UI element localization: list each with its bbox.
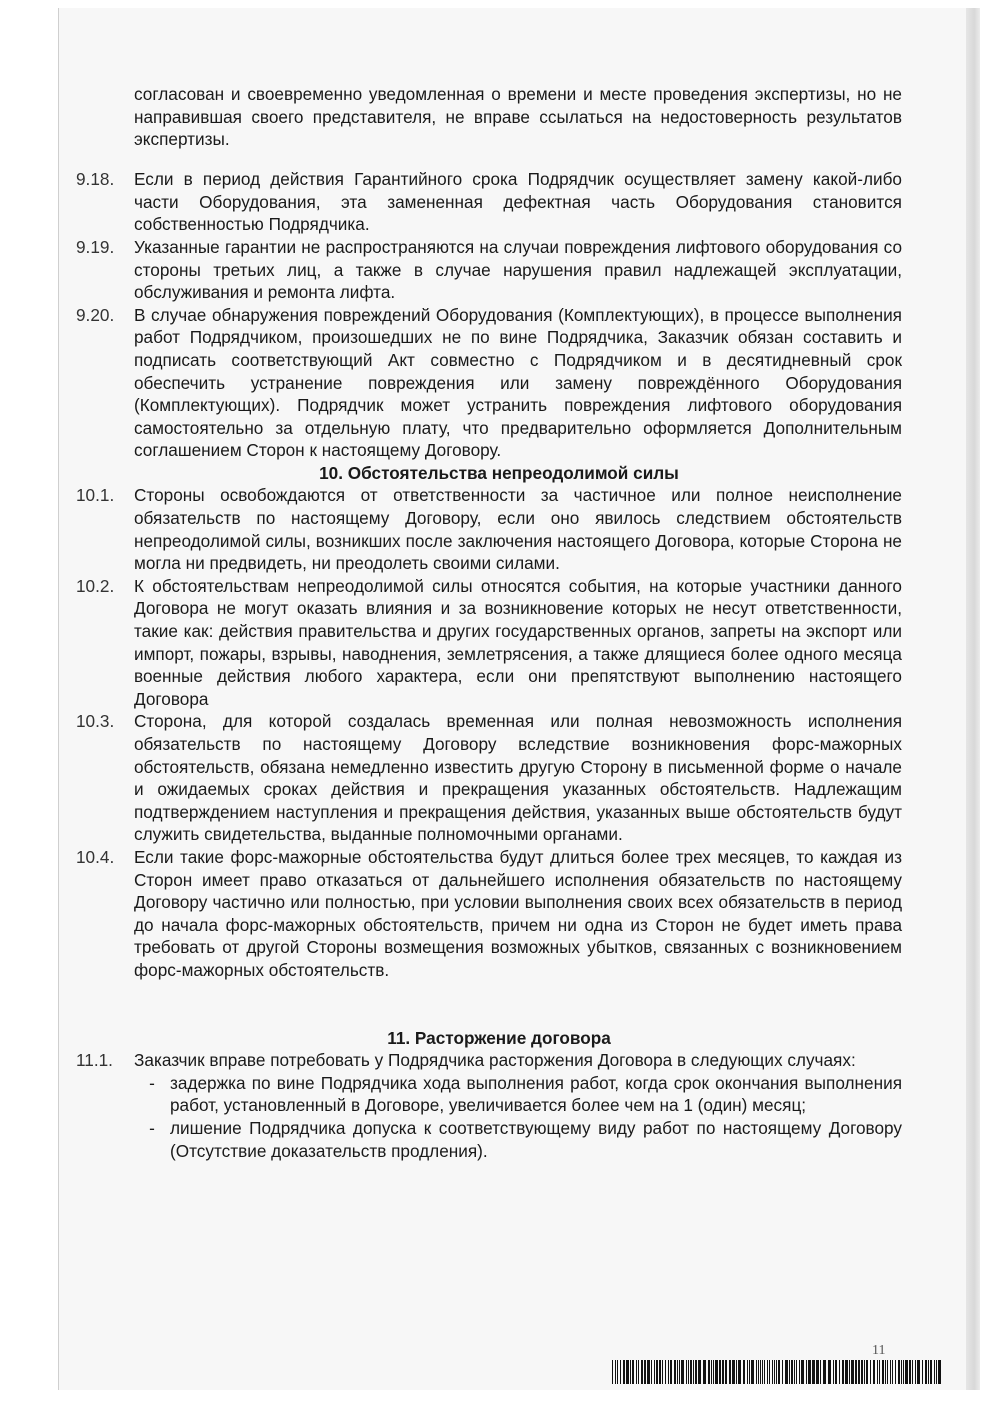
bullet-text: задержка по вине Подрядчика хода выполнения работ, когда срок окончания выполнения работ, установленный в Договоре, увеличивается более чем на 1 (один) месяц; — [170, 1072, 902, 1116]
clause-10-2 — [76, 575, 902, 711]
continuation-paragraph: согласован и своевременно уведомленная о времени и месте проведения экспертизы, но не направившая своего представителя, не вправе ссылаться на недостоверность результатов экспертизы. — [134, 84, 902, 150]
clause-number: 10.3. — [76, 711, 115, 732]
barcode-icon — [612, 1360, 942, 1384]
clause-10-1 — [76, 484, 902, 574]
clause-number: 9.18. — [76, 169, 115, 190]
bullet-item — [76, 1117, 902, 1162]
bullet-item — [76, 1072, 902, 1117]
clause-text: К обстоятельствам непреодолимой силы относятся события, на которые участники данного Договора не могут оказать влияния и за возникновение которых не несут ответственности, такие как: действия правительства и других государственных органов, запреты на экспорт или импорт, пожары, взрывы, наводнения, землетрясения, а также длящиеся более одного месяца военные действия любого характера, если они препятствуют выполнению настоящего Договора — [134, 575, 902, 709]
clause-11-1 — [76, 1049, 902, 1072]
section-10-heading: 10. Обстоятельства непреодолимой силы — [319, 462, 679, 483]
clause-number: 10.2. — [76, 575, 115, 596]
clause-text: Указанные гарантии не распространяются на случаи повреждения лифтового оборудования со стороны третьих лиц, а также в случае нарушения правил надлежащей эксплуатации, обслуживания и ремонта лифта. — [134, 236, 902, 303]
clause-number: 10.1. — [76, 485, 115, 506]
section-11-heading: 11. Расторжение договора — [387, 1027, 611, 1048]
clause-number: 9.20. — [76, 304, 115, 325]
document-body — [76, 66, 902, 1162]
bullet-dash: - — [149, 1117, 155, 1138]
clause-text: Сторона, для которой создалась временная или полная невозможность исполнения обязательств по настоящему Договору вследствие возникновения форс-мажорных обстоятельств, обязана немедленно известить другую Сторону в письменной форме о начале и ожидаемых сроках действия и прекращения указанных обстоятельств. Надлежащим подтверждением наступления и прекращения действия, указанных выше обстоятельств будут служить свидетельства, выданные полномочными органами. — [134, 711, 902, 845]
clause-text: Заказчик вправе потребовать у Подрядчика расторжения Договора в следующих случаях: — [134, 1050, 856, 1071]
clause-text: Если в период действия Гарантийного срока Подрядчик осуществляет замену какой-либо части Оборудования, эта замененная дефектная часть Оборудования становится собственностью Подрядчика. — [134, 169, 902, 235]
bullet-text: лишение Подрядчика допуска к соответствующему виду работ по настоящему Договору (Отсутствие доказательств продления). — [170, 1117, 902, 1161]
clause-text: Стороны освобождаются от ответственности за частичное или полное неисполнение обязательств по настоящему Договору, если оно явилось следствием обстоятельств непреодолимой силы, возникших после заключения настоящего Договора, которые Сторона не могла ни предвидеть, ни преодолеть своими силами. — [134, 485, 902, 574]
clause-10-3 — [76, 710, 902, 846]
clause-9-19 — [76, 236, 902, 304]
clause-text: В случае обнаружения повреждений Оборудования (Комплектующих), в процессе выполнения работ Подрядчиком, произошедших не по вине Подрядчика, Заказчик обязан составить и подписать соответствующий Акт совместно с Подрядчиком и в десятидневный срок обеспечить устранение повреждения или замену повреждённого Оборудования (Комплектующих). Подрядчик может устранить повреждения лифтового оборудования самостоятельно за отдельную плату, что предварительно оформляется Дополнительным соглашением Сторон к настоящему Договору. — [134, 304, 902, 461]
page-number: 11 — [872, 1343, 886, 1358]
clause-10-4 — [76, 846, 902, 982]
clause-number: 10.4. — [76, 846, 115, 867]
vertical-gap — [76, 982, 902, 1027]
bullet-dash: - — [149, 1072, 155, 1093]
clause-number: 9.19. — [76, 236, 115, 257]
page-edge-shadow — [966, 8, 980, 1390]
clause-9-20 — [76, 304, 902, 462]
clause-9-18 — [76, 168, 902, 236]
clause-text: Если такие форс-мажорные обстоятельства будут длиться более трех месяцев, то каждая из Сторон имеет право отказаться от дальнейшего исполнения обязательств по настоящему Договору частично или полностью, при условии выполнения своих всех обязательств в период до начала форс-мажорных обстоятельств, причем ни одна из Сторон не будет иметь права требовать от другой Стороны возмещения возможных убытков, связанных с возникновением форс-мажорных обстоятельств. — [134, 846, 902, 980]
clause-number: 11.1. — [76, 1050, 113, 1071]
